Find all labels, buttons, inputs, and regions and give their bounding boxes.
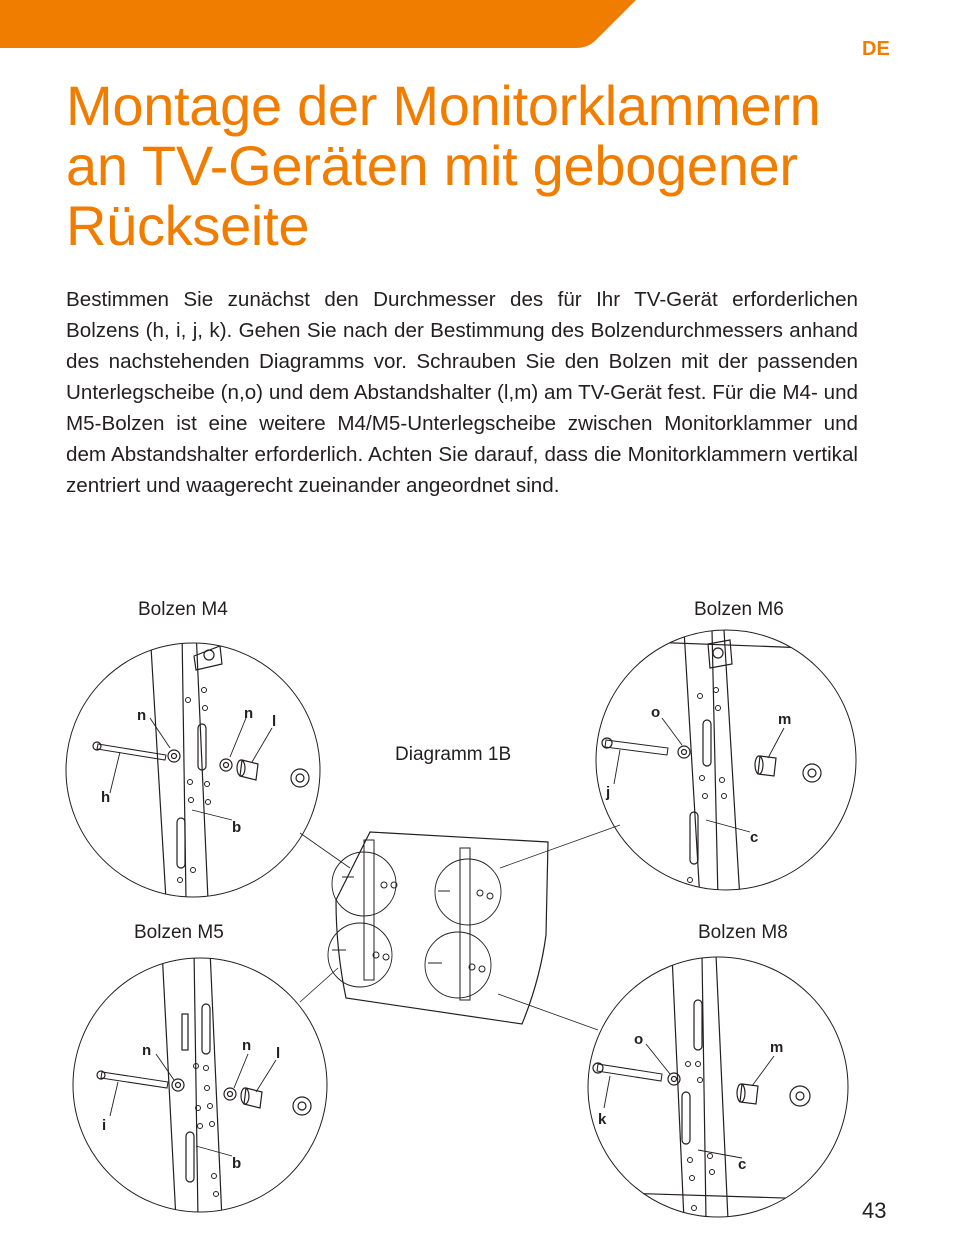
- label-bolzen-m6: Bolzen M6: [694, 599, 784, 620]
- m5-washer2-label: n: [242, 1037, 252, 1054]
- m8-bolt-label: k: [598, 1111, 607, 1128]
- m4-bolt-label: h: [101, 789, 111, 806]
- detail-circle-m8: [588, 955, 850, 1220]
- m5-bracket-label: b: [232, 1155, 242, 1172]
- language-code: DE: [862, 38, 890, 60]
- label-bolzen-m4: Bolzen M4: [138, 599, 228, 620]
- m8-bracket-label: c: [738, 1156, 747, 1173]
- m8-washer-label: o: [634, 1031, 644, 1048]
- m6-washer-label: o: [651, 704, 661, 721]
- detail-circle-m4: [66, 630, 320, 900]
- m6-bolt-label: j: [606, 784, 611, 801]
- instruction-paragraph: Bestimmen Sie zunächst den Durchmesser des für Ihr TV-Gerät erforderlichen Bolzens (h, i, j, k). Gehen Sie nach der Bestimmung des Bolzendurchmessers anhand des nachstehenden Diagramms vor. Schrauben Sie den Bolzen mit der passenden Unterlegscheibe (n,o) und dem Abstandshalter (l,m) am TV-Gerät fest. Für die M4- und M5-Bolzen ist eine weitere M4/M5-Unterlegscheibe zwischen Monitorklammer und dem Abstandshalter erforderlich. Achten Sie darauf, dass die Monitorklammern vertikal zentriert und waagerecht zueinander angeordnet sind.: [66, 288, 858, 497]
- m5-washer-label: n: [142, 1042, 152, 1059]
- m6-spacer-label: m: [778, 711, 792, 728]
- m5-bolt-label: i: [102, 1117, 107, 1134]
- m5-spacer-label: l: [276, 1045, 281, 1062]
- m6-bracket-label: c: [750, 829, 759, 846]
- label-bolzen-m5: Bolzen M5: [134, 922, 224, 943]
- diagram-caption: Diagramm 1B: [395, 744, 512, 765]
- page-number: 43: [862, 1198, 887, 1223]
- m4-bracket-label: b: [232, 819, 242, 836]
- m4-spacer-label: l: [272, 713, 277, 730]
- m4-washer2-label: n: [244, 705, 254, 722]
- label-bolzen-m8: Bolzen M8: [698, 922, 788, 943]
- tv-back-diagram: [328, 832, 548, 1024]
- m4-washer-label: n: [137, 707, 147, 724]
- detail-circle-m6: [596, 630, 860, 900]
- mounting-diagram: [0, 560, 954, 1220]
- header-banner: [0, 0, 954, 48]
- detail-circle-m5: [73, 950, 327, 1220]
- m8-spacer-label: m: [770, 1039, 784, 1056]
- page-title: Montage der Monitorklammern an TV-Geräten mit gebogener Rückseite: [66, 74, 821, 257]
